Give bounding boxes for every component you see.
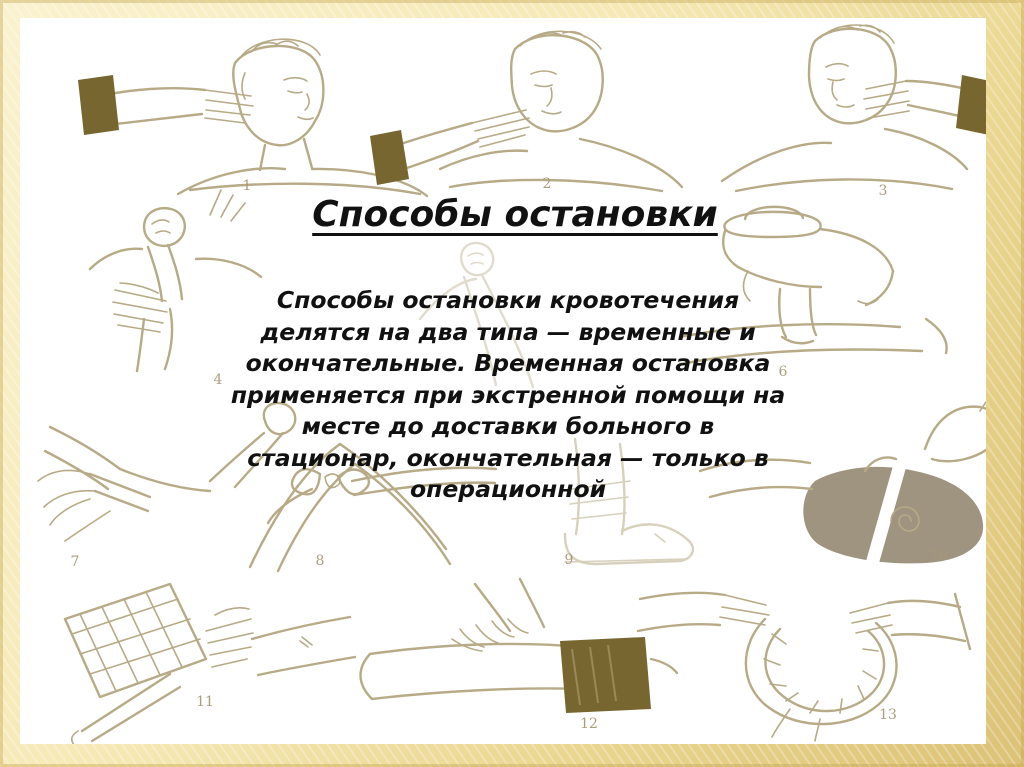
figure-number: 7 xyxy=(70,554,80,570)
figure-press-jaw-sketch xyxy=(370,31,682,191)
body-text-line: окончательные. Временная остановка xyxy=(245,349,771,377)
slide-title-text: Способы остановки xyxy=(312,194,718,235)
figure-press-temple-sketch xyxy=(78,39,427,196)
figure-press-neck-sketch xyxy=(722,25,986,191)
body-text-line: применяется при экстренной помощи на xyxy=(230,380,786,409)
figure-number: 3 xyxy=(878,183,888,199)
body-text-line: месте до доставки больного в xyxy=(301,412,715,440)
figure-number: 12 xyxy=(580,716,598,732)
figure-number: 2 xyxy=(542,176,552,192)
slide-canvas xyxy=(20,18,986,744)
figure-number: 11 xyxy=(196,694,214,710)
figure-twist-loop-bandage-sketch xyxy=(638,593,970,741)
figure-number: 9 xyxy=(564,552,574,568)
figure-number: 13 xyxy=(879,707,897,723)
figure-arm-press-dark-cuff-sketch xyxy=(361,579,678,713)
slide-title xyxy=(20,194,986,235)
figure-number: 6 xyxy=(778,364,788,380)
body-text-line: Способы остановки кровотечения xyxy=(276,286,740,314)
slide-body-text xyxy=(20,285,986,506)
figure-number: 1 xyxy=(242,178,252,194)
figure-net-bandage-hand-sketch xyxy=(65,584,355,744)
figure-number: 10 xyxy=(930,548,948,564)
body-text-line: операционной xyxy=(409,475,607,503)
figure-number: 4 xyxy=(213,372,223,388)
body-text-line: делятся на два типа — временные и xyxy=(260,317,756,346)
figure-number: 8 xyxy=(315,553,325,569)
body-text-line: стационар, окончательная — только в xyxy=(247,443,769,472)
